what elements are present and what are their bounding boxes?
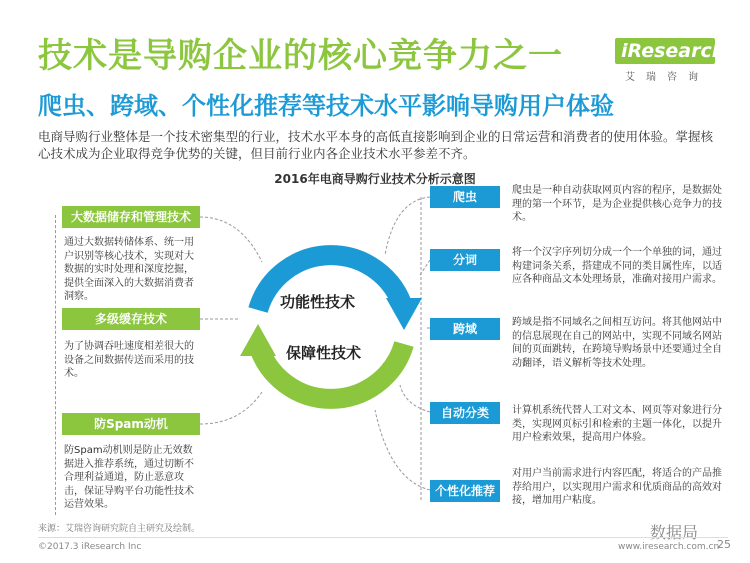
- left-text-antispam: 防Spam动机则是防止无效数据进入推荐系统，通过切断不合理利益通道，防止恶意攻击，保证导购平台功能性技术运营效果。: [64, 445, 194, 510]
- center-label-functional: 功能性技术: [280, 293, 356, 311]
- right-label-cross-domain: 跨域: [430, 318, 500, 340]
- site-url: www.iresearch.com.cn: [618, 542, 720, 552]
- left-label-cache: 多级缓存技术: [62, 308, 200, 330]
- page-title: 技术是导购企业的核心竞争力之一: [38, 36, 563, 76]
- right-label-auto-classify: 自动分类: [430, 402, 500, 424]
- right-label-segmentation: 分词: [430, 249, 500, 271]
- center-label-assurance: 保障性技术: [286, 344, 362, 362]
- green-arrowhead: [240, 324, 276, 356]
- left-label-antispam: 防Spam动机: [62, 413, 200, 435]
- brand-watermark: 数据局: [650, 523, 699, 542]
- right-text-auto-classify: 计算机系统代替人工对文本、网页等对象进行分类，实现网页标引和检索的主题一体化，以提升用户检索效果，提高用户体验。: [512, 405, 722, 443]
- logo-wordmark: iResearch: [615, 38, 715, 64]
- left-label-big-data: 大数据储存和管理技术: [62, 206, 200, 228]
- blue-arrowhead: [386, 298, 422, 330]
- copyright: ©2017.3 iResearch Inc: [38, 542, 142, 552]
- left-text-big-data: 通过大数据转储体系、统一用户识别等核心技术，实现对大数据的实时处理和深度挖掘，提供全面深入的大数据消费者洞察。: [64, 237, 194, 302]
- right-text-segmentation: 将一个汉字序列切分成一个一个单独的词，通过构建词条关系，搭建成不同的类目属性库，以适应各种商品文本处理场景，准确对接用户需求。: [512, 247, 722, 285]
- right-text-personalized: 对用户当前需求进行内容匹配，将适合的产品推荐给用户，以实现用户需求和优质商品的高效对接，增加用户粘度。: [512, 468, 722, 506]
- footer-divider: [38, 537, 728, 538]
- diagram-title: 2016年电商导购行业技术分析示意图: [274, 172, 476, 186]
- right-label-personalized: 个性化推荐: [430, 480, 500, 502]
- right-text-cross-domain: 跨域是指不同域名之间相互访问。将其他网站中的信息展现在自己的网站中，实现不同域名网站间的页面跳转，在跨境导购场景中还要通过全自动翻译，语义解析等技术处理。: [512, 317, 722, 369]
- intro-paragraph: 电商导购行业整体是一个技术密集型的行业，技术水平本身的高低直接影响到企业的日常运营和消费者的使用体验。掌握核心技术成为企业取得竞争优势的关键，但目前行业内各企业技术水平参差不齐。: [38, 129, 714, 161]
- logo-subtext: 艾瑞咨询: [625, 72, 709, 83]
- left-text-cache: 为了协调吞吐速度相差很大的设备之间数据传送而采用的技术。: [64, 341, 194, 379]
- right-text-crawler: 爬虫是一种自动获取网页内容的程序，是数据处理的第一个环节，是为企业提供核心竞争力的技术。: [512, 185, 722, 223]
- right-label-crawler: 爬虫: [430, 186, 500, 208]
- cycle-ring: [236, 232, 426, 422]
- connector-right-5: [375, 410, 430, 490]
- page-number: 25: [717, 538, 731, 551]
- source-note: 来源：艾瑞咨询研究院自主研究及绘制。: [38, 524, 201, 534]
- page-subtitle: 爬虫、跨域、个性化推荐等技术水平影响导购用户体验: [38, 92, 614, 120]
